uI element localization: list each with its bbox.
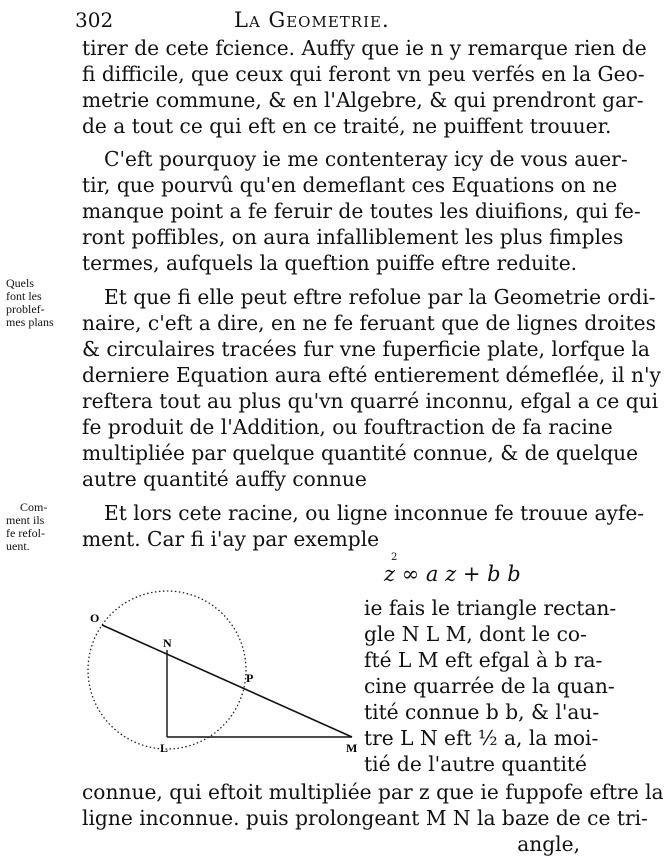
text-line: naire, c'eft a dire, en ne fe feruant que de lignes droites — [82, 311, 656, 335]
running-title: La Geometrie. — [234, 8, 390, 32]
text-line: & circulaires tracées fur vne fuperficie plate, lorfque la — [82, 337, 650, 361]
text-line: ront poffibles, on aura infalliblement les plus fimples — [82, 225, 624, 249]
text-line: metrie commune, & en l'Algebre, & qui prendront gar- — [82, 88, 644, 112]
label-p: P — [246, 671, 254, 685]
text-line: C'eft pourquoy ie me contenteray icy de vous auer- — [104, 147, 628, 171]
margin-note-line: ment ils — [6, 513, 45, 527]
text-line: connue, qui eftoit multipliée par z que ie fuppofe eftre la — [82, 780, 664, 804]
text-line: cine quarrée de la quan- — [364, 674, 615, 698]
margin-note-line: Quels — [6, 276, 34, 290]
text-line: derniere Equation aura efté entierement démeflée, il n'y — [82, 363, 661, 387]
label-m: M — [346, 741, 358, 755]
text-line: termes, aufquels la queftion puiffe eftre reduite. — [82, 251, 578, 275]
text-line: tirer de cete fcience. Auffy que ie n y remarque rien de — [82, 36, 647, 60]
text-line: reftera tout au plus qu'vn quarré inconnu, efgal a ce qui — [82, 389, 659, 413]
text-line: manque point a fe feruir de toutes les diuifions, qui fe- — [82, 199, 641, 223]
margin-note-line: uent. — [6, 539, 30, 553]
line-o-m — [102, 625, 352, 737]
text-line: gle N L M, dont le co- — [364, 622, 587, 646]
text-line: tié de l'autre quantité — [364, 752, 587, 776]
equation-text: z ∞ a z + b b — [384, 562, 521, 586]
equation-exponent: 2 — [391, 552, 398, 563]
equation — [384, 552, 521, 586]
label-o: O — [90, 611, 100, 625]
text-line: ligne inconnue. puis prolongeant M N la baze de ce tri- — [82, 806, 648, 830]
margin-note-line: problef- — [6, 302, 45, 316]
text-line: fté L M eft efgal à b ra- — [364, 648, 603, 672]
text-line: Et lors cete racine, ou ligne inconnue fe trouue ayfe- — [104, 501, 645, 525]
margin-note-line: mes plans — [6, 315, 54, 329]
text-line: tité connue b b, & l'au- — [364, 700, 600, 724]
text-line: ie fais le triangle rectan- — [364, 596, 617, 620]
text-line: fe produit de l'Addition, ou fouftraction de fa racine — [82, 415, 613, 439]
text-line: multipliée par quelque quantité connue, & de quelque — [82, 441, 639, 465]
text-line: tre L N eft ½ a, la moi- — [364, 726, 599, 750]
page-number: 302 — [75, 8, 114, 32]
label-n: N — [163, 636, 172, 650]
margin-note-plane-problems — [6, 277, 54, 329]
margin-note-how-resolved — [6, 501, 47, 553]
text-line: autre quantité auffy connue — [82, 467, 367, 491]
margin-note-line: fe refol- — [6, 526, 45, 540]
geometric-figure — [80, 570, 370, 760]
text-line: tir, que pourvû qu'en demeflant ces Equations on ne — [82, 173, 618, 197]
margin-note-line: font les — [6, 289, 42, 303]
text-line: de a tout ce qui eft en ce traité, ne puiffent trouuer. — [82, 114, 612, 138]
text-line: ment. Car fi i'ay par exemple — [82, 527, 380, 551]
label-l: L — [160, 741, 169, 755]
catchword: angle, — [517, 832, 580, 856]
text-line: Et que fi elle peut eftre refolue par la Geometrie ordi- — [104, 285, 656, 309]
margin-note-line: Com- — [20, 500, 48, 514]
text-line: fi difficile, que ceux qui feront vn peu verfés en la Geo- — [82, 62, 645, 86]
